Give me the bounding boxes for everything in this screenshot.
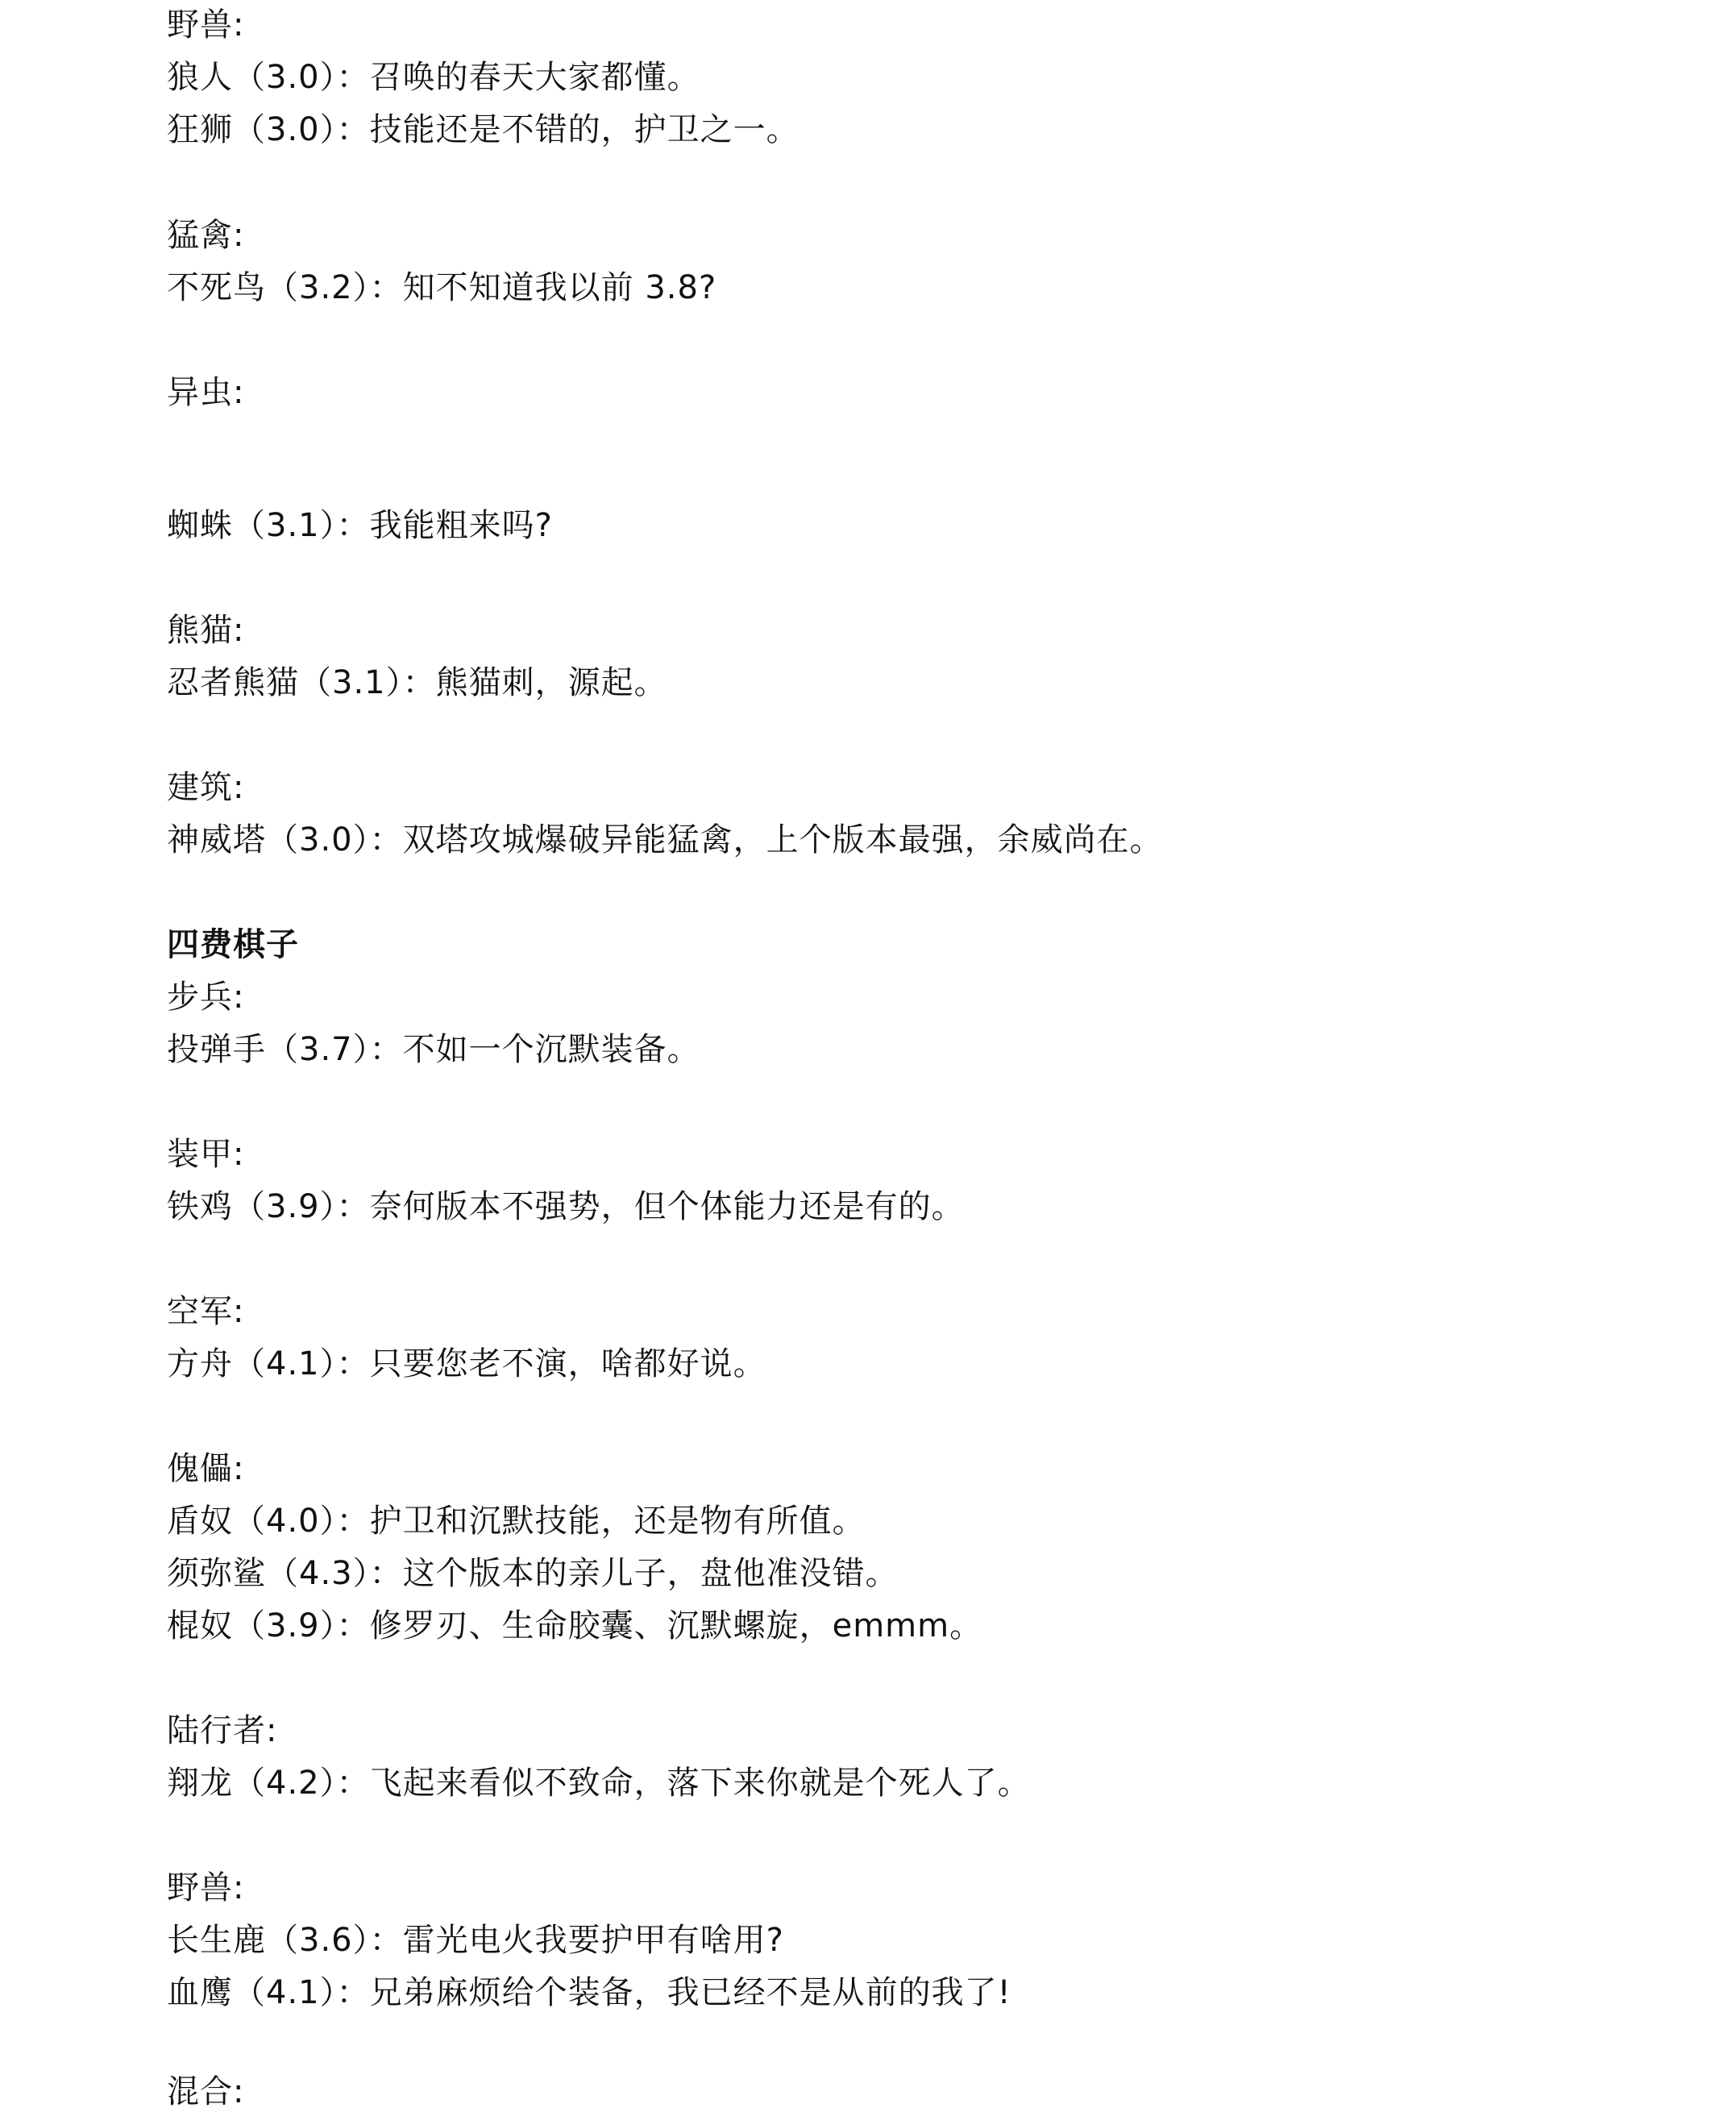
category-heading: 空军: bbox=[167, 1293, 245, 1330]
category-heading: 异虫: bbox=[167, 374, 245, 411]
unit-entry: 血鹰（4.1）：兄弟麻烦给个装备，我已经不是从前的我了! bbox=[167, 1974, 1011, 2011]
unit-entry: 神威塔（3.0）：双塔攻城爆破异能猛禽，上个版本最强，余威尚在。 bbox=[167, 821, 1163, 859]
unit-entry: 蜘蛛（3.1）：我能粗来吗? bbox=[167, 507, 553, 544]
category-heading: 熊猫: bbox=[167, 612, 245, 649]
category-heading: 猛禽: bbox=[167, 217, 245, 254]
unit-entry: 须弥鲨（4.3）：这个版本的亲儿子，盘他准没错。 bbox=[167, 1555, 899, 1592]
category-heading: 建筑: bbox=[167, 769, 245, 806]
category-heading: 陆行者: bbox=[167, 1712, 278, 1749]
unit-entry: 方舟（4.1）：只要您老不演，啥都好说。 bbox=[167, 1345, 766, 1382]
category-heading: 傀儡: bbox=[167, 1450, 245, 1487]
unit-entry: 翔龙（4.2）：飞起来看似不致命，落下来你就是个死人了。 bbox=[167, 1765, 1031, 1802]
unit-entry: 铁鸡（3.9）：奈何版本不强势，但个体能力还是有的。 bbox=[167, 1188, 965, 1225]
category-heading: 野兽: bbox=[167, 6, 245, 44]
unit-entry: 狂狮（3.0）：技能还是不错的，护卫之一。 bbox=[167, 111, 799, 148]
category-heading: 步兵: bbox=[167, 979, 245, 1016]
unit-entry: 棍奴（3.9）：修罗刃、生命胶囊、沉默螺旋，emmm。 bbox=[167, 1607, 983, 1644]
unit-entry: 狼人（3.0）：召唤的春天大家都懂。 bbox=[167, 59, 700, 96]
unit-entry: 盾奴（4.0）：护卫和沉默技能，还是物有所值。 bbox=[167, 1503, 866, 1540]
section-heading: 四费棋子 bbox=[167, 926, 299, 963]
category-heading: 混合: bbox=[167, 2073, 245, 2110]
unit-entry: 忍者熊猫（3.1）：熊猫刺，源起。 bbox=[167, 664, 667, 701]
unit-entry: 长生鹿（3.6）：雷光电火我要护甲有啥用? bbox=[167, 1922, 784, 1959]
category-heading: 野兽: bbox=[167, 1869, 245, 1906]
unit-entry: 不死鸟（3.2）：知不知道我以前 3.8? bbox=[167, 269, 717, 306]
category-heading: 装甲: bbox=[167, 1136, 245, 1173]
unit-entry: 投弹手（3.7）：不如一个沉默装备。 bbox=[167, 1031, 700, 1068]
